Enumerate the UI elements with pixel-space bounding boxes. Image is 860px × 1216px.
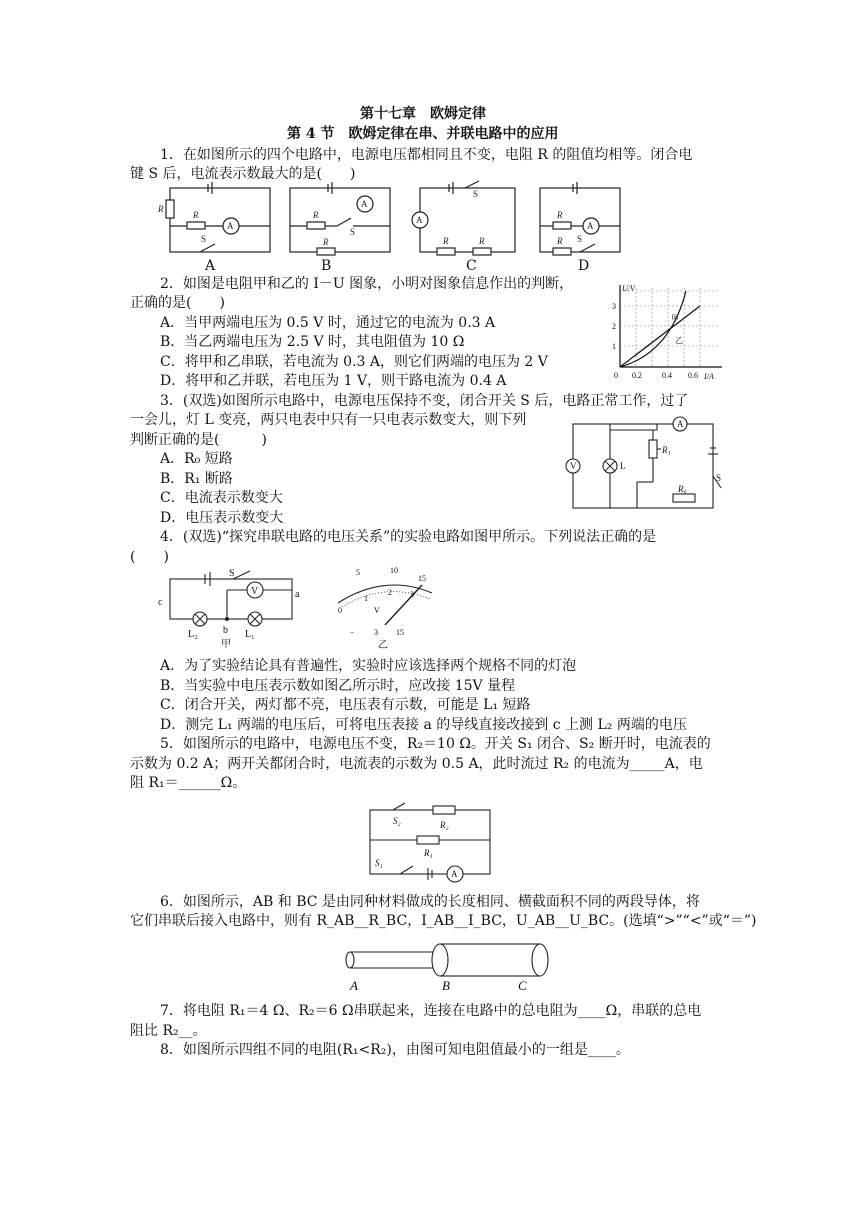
svg-text:A: A: [416, 215, 423, 225]
q4-yi-scale-10: 10: [390, 566, 398, 575]
q5-s1-label: S₁: [375, 858, 383, 868]
svg-text:R: R: [323, 237, 329, 247]
q1-label-a: A: [205, 258, 216, 274]
q2-line2: 正确的是( ): [130, 295, 225, 311]
q2-y-tick-1: 1: [612, 342, 616, 351]
q6-line1: 6．如图所示，AB 和 BC 是由同种材料做成的长度相同、横截面积不同的两段导体，将: [160, 894, 700, 910]
q2-line1: 2．如图是电阻甲和乙的 I－U 图象，小明对图象信息作出的判断，: [160, 276, 574, 292]
q6-conductor-figure: [340, 940, 560, 995]
q4-yi-terminal-3: 3: [374, 628, 378, 637]
q4-option-c: C．闭合开关，两灯都不亮，电压表有示数，可能是 L₁ 短路: [160, 697, 531, 713]
q1-label-b: B: [321, 258, 332, 274]
q1-label-c: C: [466, 258, 477, 274]
svg-text:R: R: [557, 236, 563, 246]
svg-text:R: R: [193, 210, 199, 220]
svg-text:R: R: [313, 210, 319, 220]
svg-text:R: R: [479, 236, 485, 246]
svg-text:A: A: [361, 199, 368, 209]
q5-ammeter-label: A: [451, 869, 458, 879]
q5-line2: 示数为 0.2 A；两开关都闭合时，电流表的示数为 0.5 A，此时流过 R₂ 的电流为_____A，电: [130, 756, 703, 772]
q4-jia-l1: L₁: [245, 629, 255, 640]
q3-circuit-figure: [565, 418, 725, 513]
q3-r0-label: R₀: [678, 484, 687, 494]
q2-curve-label-jia: 甲: [671, 314, 679, 323]
q4-jia-point-c: c: [158, 597, 163, 608]
svg-text:R: R: [557, 210, 563, 220]
q3-voltmeter-label: V: [570, 461, 577, 471]
q4-yi-scale-2: 2: [388, 588, 392, 597]
svg-text:A: A: [227, 221, 234, 231]
q2-x-tick-3: 0.6: [688, 371, 698, 380]
q4-yi-terminal-15: 15: [396, 628, 404, 637]
q2-x-tick-1: 0.2: [632, 371, 642, 380]
q3-line2: 一会儿，灯 L 变亮，两只电表中只有一只电表示数变大，则下列: [130, 412, 527, 428]
q1-circuits-figure: [155, 180, 625, 275]
q4-fig-yi-voltmeter: [330, 565, 440, 650]
q4-jia-point-b: b: [223, 625, 228, 636]
q4-option-a: A．为了实验结论具有普遍性，实验时应该选择两个规格不同的灯泡: [160, 658, 577, 674]
q2-iu-graph: [600, 283, 725, 383]
q4-yi-caption: 乙: [378, 640, 388, 651]
svg-text:S: S: [201, 234, 207, 244]
q5-line3: 阻 R₁＝______Ω。: [130, 775, 247, 791]
q2-y-tick-3: 3: [612, 302, 616, 311]
q4-yi-scale-15: 15: [418, 574, 426, 583]
svg-text:S: S: [473, 189, 479, 199]
svg-text:S: S: [350, 227, 356, 237]
section-title: 第 4 节 欧姆定律在串、并联电路中的应用: [287, 126, 559, 142]
q7-line1: 7．将电阻 R₁＝4 Ω、R₂＝6 Ω串联起来，连接在电路中的总电阻为____Ω，串联的总电: [160, 1003, 702, 1019]
q3-lamp-label: L: [620, 461, 626, 471]
q4-jia-switch: S: [229, 568, 235, 579]
q1-label-d: D: [578, 258, 590, 274]
q4-option-d: D．测完 L₁ 两端的电压后，可将电压表接 a 的导线直接改接到 c 上测 L₂ 两端的电压: [160, 717, 687, 733]
q4-jia-point-a: a: [295, 589, 300, 600]
q4-yi-scale-3: 3: [410, 590, 414, 599]
q3-line3: 判断正确的是( ): [130, 432, 267, 448]
q2-x-tick-2: 0.4: [662, 371, 672, 380]
q5-r1-label: R₁: [424, 848, 433, 858]
q4-yi-scale-5: 5: [356, 568, 360, 577]
q2-option-a: A．当甲两端电压为 0.5 V 时，通过它的电流为 0.3 A: [160, 315, 496, 331]
q4-jia-voltmeter: V: [251, 586, 259, 597]
svg-text:S: S: [577, 234, 583, 244]
q3-r1-label: R₁: [662, 445, 671, 455]
q4-yi-terminal-neg: −: [350, 628, 355, 637]
q5-r2-label: R₂: [440, 820, 449, 830]
q3-option-b: B．R₁ 断路: [160, 471, 233, 487]
q3-line1: 3．(双选)如图所示电路中，电源电压保持不变，闭合开关 S 后，电路正常工作，过了: [160, 393, 689, 409]
q4-jia-l2: L₂: [188, 629, 198, 640]
q6-label-a: A: [350, 978, 358, 993]
chapter-title: 第十七章 欧姆定律: [360, 106, 486, 122]
q3-option-d: D．电压表示数变大: [160, 510, 284, 526]
q4-option-b: B．当实验中电压表示数如图乙所示时，应改接 15V 量程: [160, 678, 516, 694]
q4-yi-scale-0: 0: [338, 606, 342, 615]
q2-option-c: C．将甲和乙串联，若电流为 0.3 A，则它们两端的电压为 2 V: [160, 354, 548, 370]
q3-switch-label: S: [716, 473, 722, 483]
q4-line2: ( ): [130, 549, 169, 565]
q1-line1: 1．在如图所示的四个电路中，电源电压都相同且不变，电阻 R 的阻值均相等。闭合电: [160, 147, 693, 163]
q1-line2: 键 S 后，电流表示数最大的是( ): [130, 166, 356, 182]
q7-line2: 阻比 R₂__。: [130, 1023, 207, 1039]
q2-y-axis-label: U/V: [622, 284, 635, 293]
q5-circuit-figure: [365, 800, 495, 880]
q4-yi-scale-1: 1: [364, 594, 368, 603]
q6-label-b: B: [442, 978, 450, 993]
svg-text:R: R: [158, 204, 164, 214]
q6-line2: 它们串联后接入电路中，则有 R_AB__R_BC，I_AB__I_BC，U_AB__U_BC。(选填“>”“<”或“＝”): [130, 913, 757, 929]
q4-line1: 4．(双选)“探究串联电路的电压关系”的实验电路如图甲所示。下列说法正确的是: [160, 529, 657, 545]
q2-option-b: B．当乙两端电压为 2.5 V 时，其电阻值为 10 Ω: [160, 334, 465, 350]
svg-text:R: R: [443, 236, 449, 246]
q2-x-axis-label: I/A: [704, 372, 714, 381]
q4-yi-unit: V: [374, 606, 380, 615]
q2-x-tick-0: 0: [614, 371, 618, 380]
svg-text:A: A: [587, 221, 594, 231]
q5-line1: 5．如图所示的电路中，电源电压不变，R₂＝10 Ω。开关 S₁ 闭合、S₂ 断开时，电流表的: [160, 736, 711, 752]
q8-line1: 8．如图所示四组不同的电阻(R₁<R₂)，由图可知电阻值最小的一组是____。: [160, 1042, 630, 1058]
q3-option-a: A．R₀ 短路: [160, 451, 233, 467]
q4-fig-jia: [155, 565, 305, 650]
q2-y-tick-2: 2: [612, 322, 616, 331]
q5-s2-label: S₂: [393, 816, 401, 826]
q6-label-c: C: [518, 978, 527, 993]
q2-option-d: D．将甲和乙并联，若电压为 1 V，则干路电流为 0.4 A: [160, 373, 507, 389]
q2-curve-label-yi: 乙: [675, 336, 683, 345]
q3-ammeter-label: A: [677, 419, 684, 429]
q3-option-c: C．电流表示数变大: [160, 490, 283, 506]
q4-jia-caption: 甲: [221, 639, 231, 650]
